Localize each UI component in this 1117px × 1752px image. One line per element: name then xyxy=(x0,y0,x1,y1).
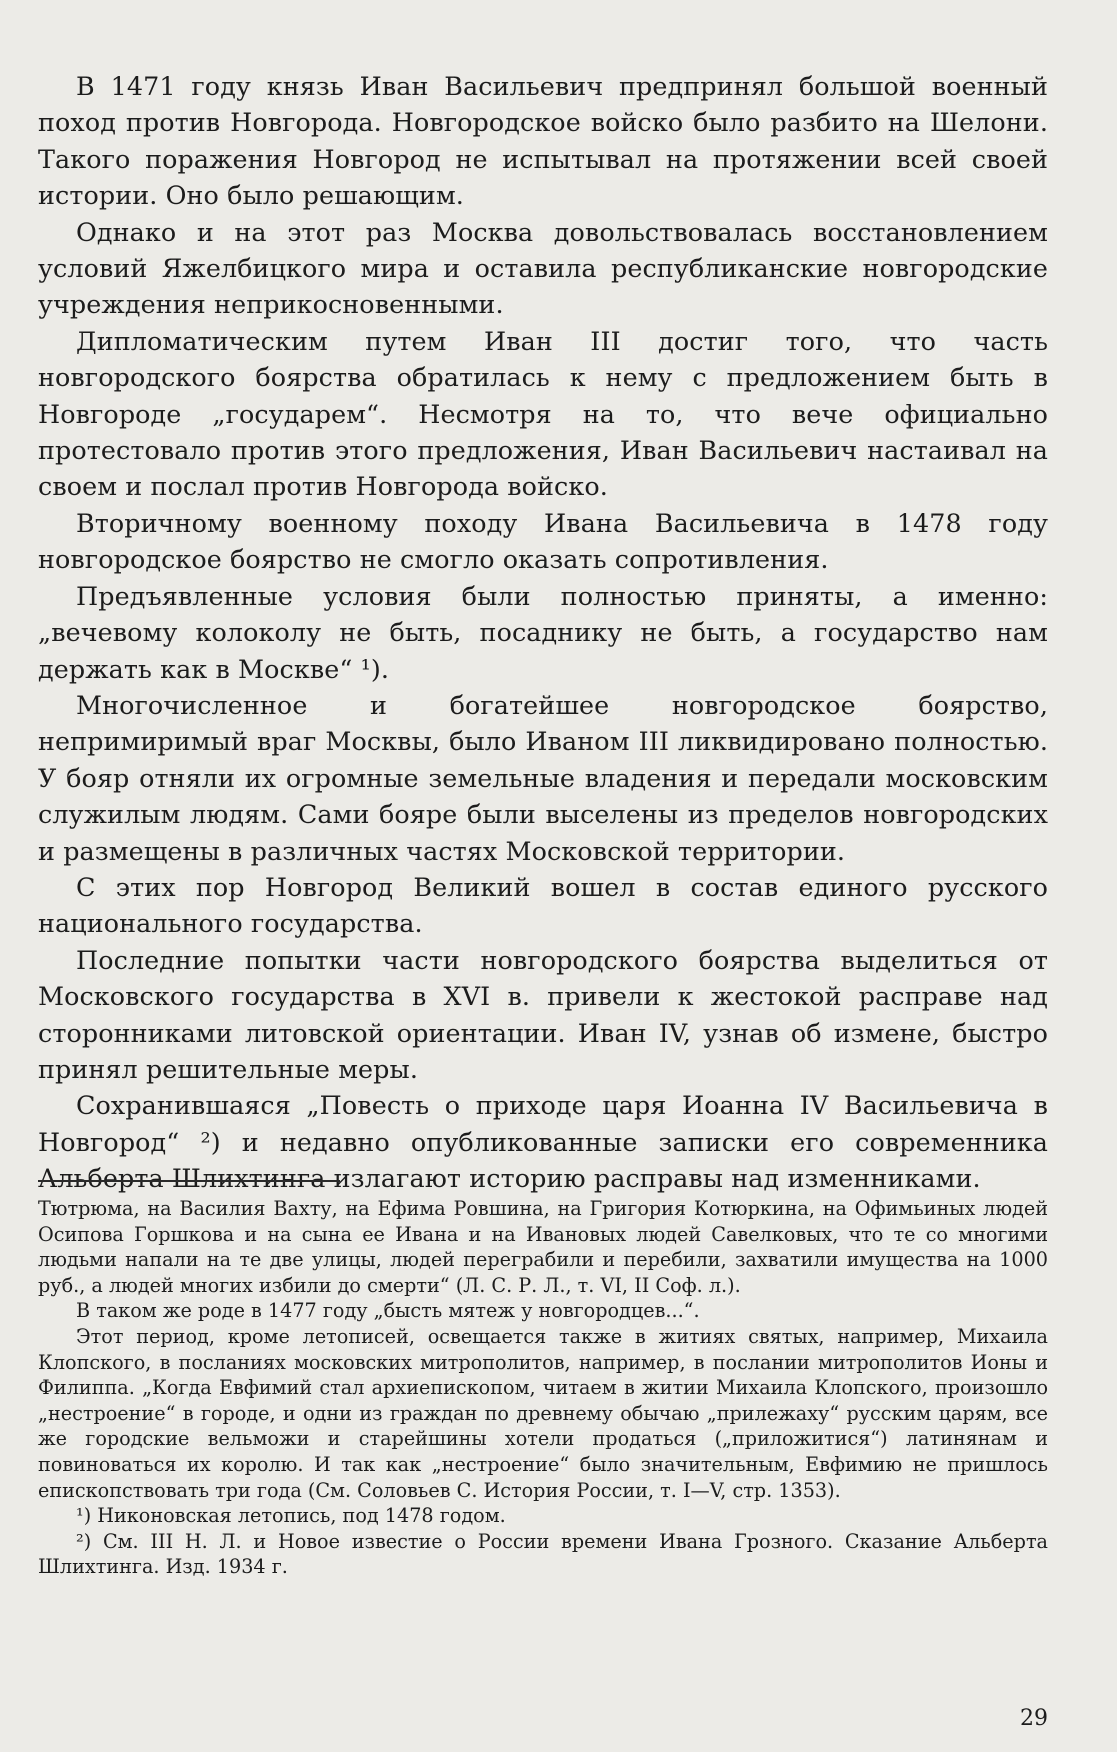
footnote-paragraph: В таком же роде в 1477 году „бысть мятеж у новгородцев...“. xyxy=(76,1299,700,1323)
paragraph: Однако и на этот раз Москва довольствовалась восстановлением условий Яжелбицкого мира и оставила республиканские новгородские учреждения неприкосновенными. xyxy=(38,216,1048,320)
paragraph: Вторичному военному походу Ивана Васильевича в 1478 году новгородское боярство не смогло оказать сопротивления. xyxy=(38,507,1048,575)
footnotes xyxy=(38,1196,1048,1580)
footnote-separator xyxy=(38,1180,340,1182)
paragraph: Многочисленное и богатейшее новгородское боярство, непримиримый враг Москвы, было Иваном III ликвидировано полностью. У бояр отняли их огромные земельные владения и передали московским служилым людям. Сами бояре были выселены из пределов новгородских и размещены в различных частях Московской территории. xyxy=(38,689,1048,866)
page-number: 29 xyxy=(1020,1706,1048,1731)
paragraph: С этих пор Новгород Великий вошел в состав единого русского национального государства. xyxy=(38,871,1048,939)
footnote-paragraph: Этот период, кроме летописей, освещается также в житиях святых, например, Михаила Клопского, в посланиях московских митрополитов, например, в послании митрополитов Ионы и Филиппа. „Когда Евфимий стал архиепископом, читаем в житии Михаила Клопского, произошло „нестроение“ в городе, и одни из граждан по древнему обычаю „прилежаху“ русским царям, все же городские вельможи и старейшины хотели продаться („приложитися“) латинянам и повиноваться их королю. И так как „нестроение“ было значительным, Евфимию не пришлось епископствовать три года (См. Соловьев С. История России, т. I—V, стр. 1353). xyxy=(38,1324,1048,1502)
paragraph: Сохранившаяся „Повесть о приходе царя Иоанна IV Васильевича в Новгород“ ²) и недавно опубликованные записки его современника Альберта Шлихтинга излагают историю расправы над изменниками. xyxy=(38,1090,1048,1194)
paragraph: Дипломатическим путем Иван III достиг того, что часть новгородского боярства обратилась к нему с предложением быть в Новгороде „государем“. Несмотря на то, что вече официально протестовало против этого предложения, Иван Васильевич настаивал на своем и послал против Новгорода войско. xyxy=(38,325,1048,502)
footnote-2: ²) См. III Н. Л. и Новое известие о России времени Ивана Грозного. Сказание Альберта Шлихтинга. Изд. 1934 г. xyxy=(38,1529,1048,1579)
paragraph: Последние попытки части новгородского боярства выделиться от Московского государства в XVI в. привели к жестокой расправе над сторонниками литовской ориентации. Иван IV, узнав об измене, быстро принял решительные меры. xyxy=(38,944,1048,1084)
paragraph: Предъявленные условия были полностью приняты, а именно: „вечевому колоколу не быть, посаднику не быть, а государство нам держать как в Москве“ ¹). xyxy=(38,580,1048,684)
main-text xyxy=(38,68,1048,1197)
footnote-1: ¹) Никоновская летопись, под 1478 годом. xyxy=(76,1504,506,1528)
paragraph: В 1471 году князь Иван Васильевич предпринял большой военный поход против Новгорода. Новгородское войско было разбито на Шелони. Такого поражения Новгород не испытывал на протяжении всей своей истории. Оно было решающим. xyxy=(38,71,1048,211)
footnote-continuation: Тютрюма, на Василия Вахту, на Ефима Ровшина, на Григория Котюркина, на Офимьиных людей Осипова Горшкова и на сына ее Ивана и на Ивановых людей Савелковых, что те со многими людьми напали на те две улицы, людей переграбили и перебили, захватили имущества на 1000 руб., а людей многих избили до смерти“ (Л. С. Р. Л., т. VI, II Соф. л.). xyxy=(38,1197,1048,1297)
